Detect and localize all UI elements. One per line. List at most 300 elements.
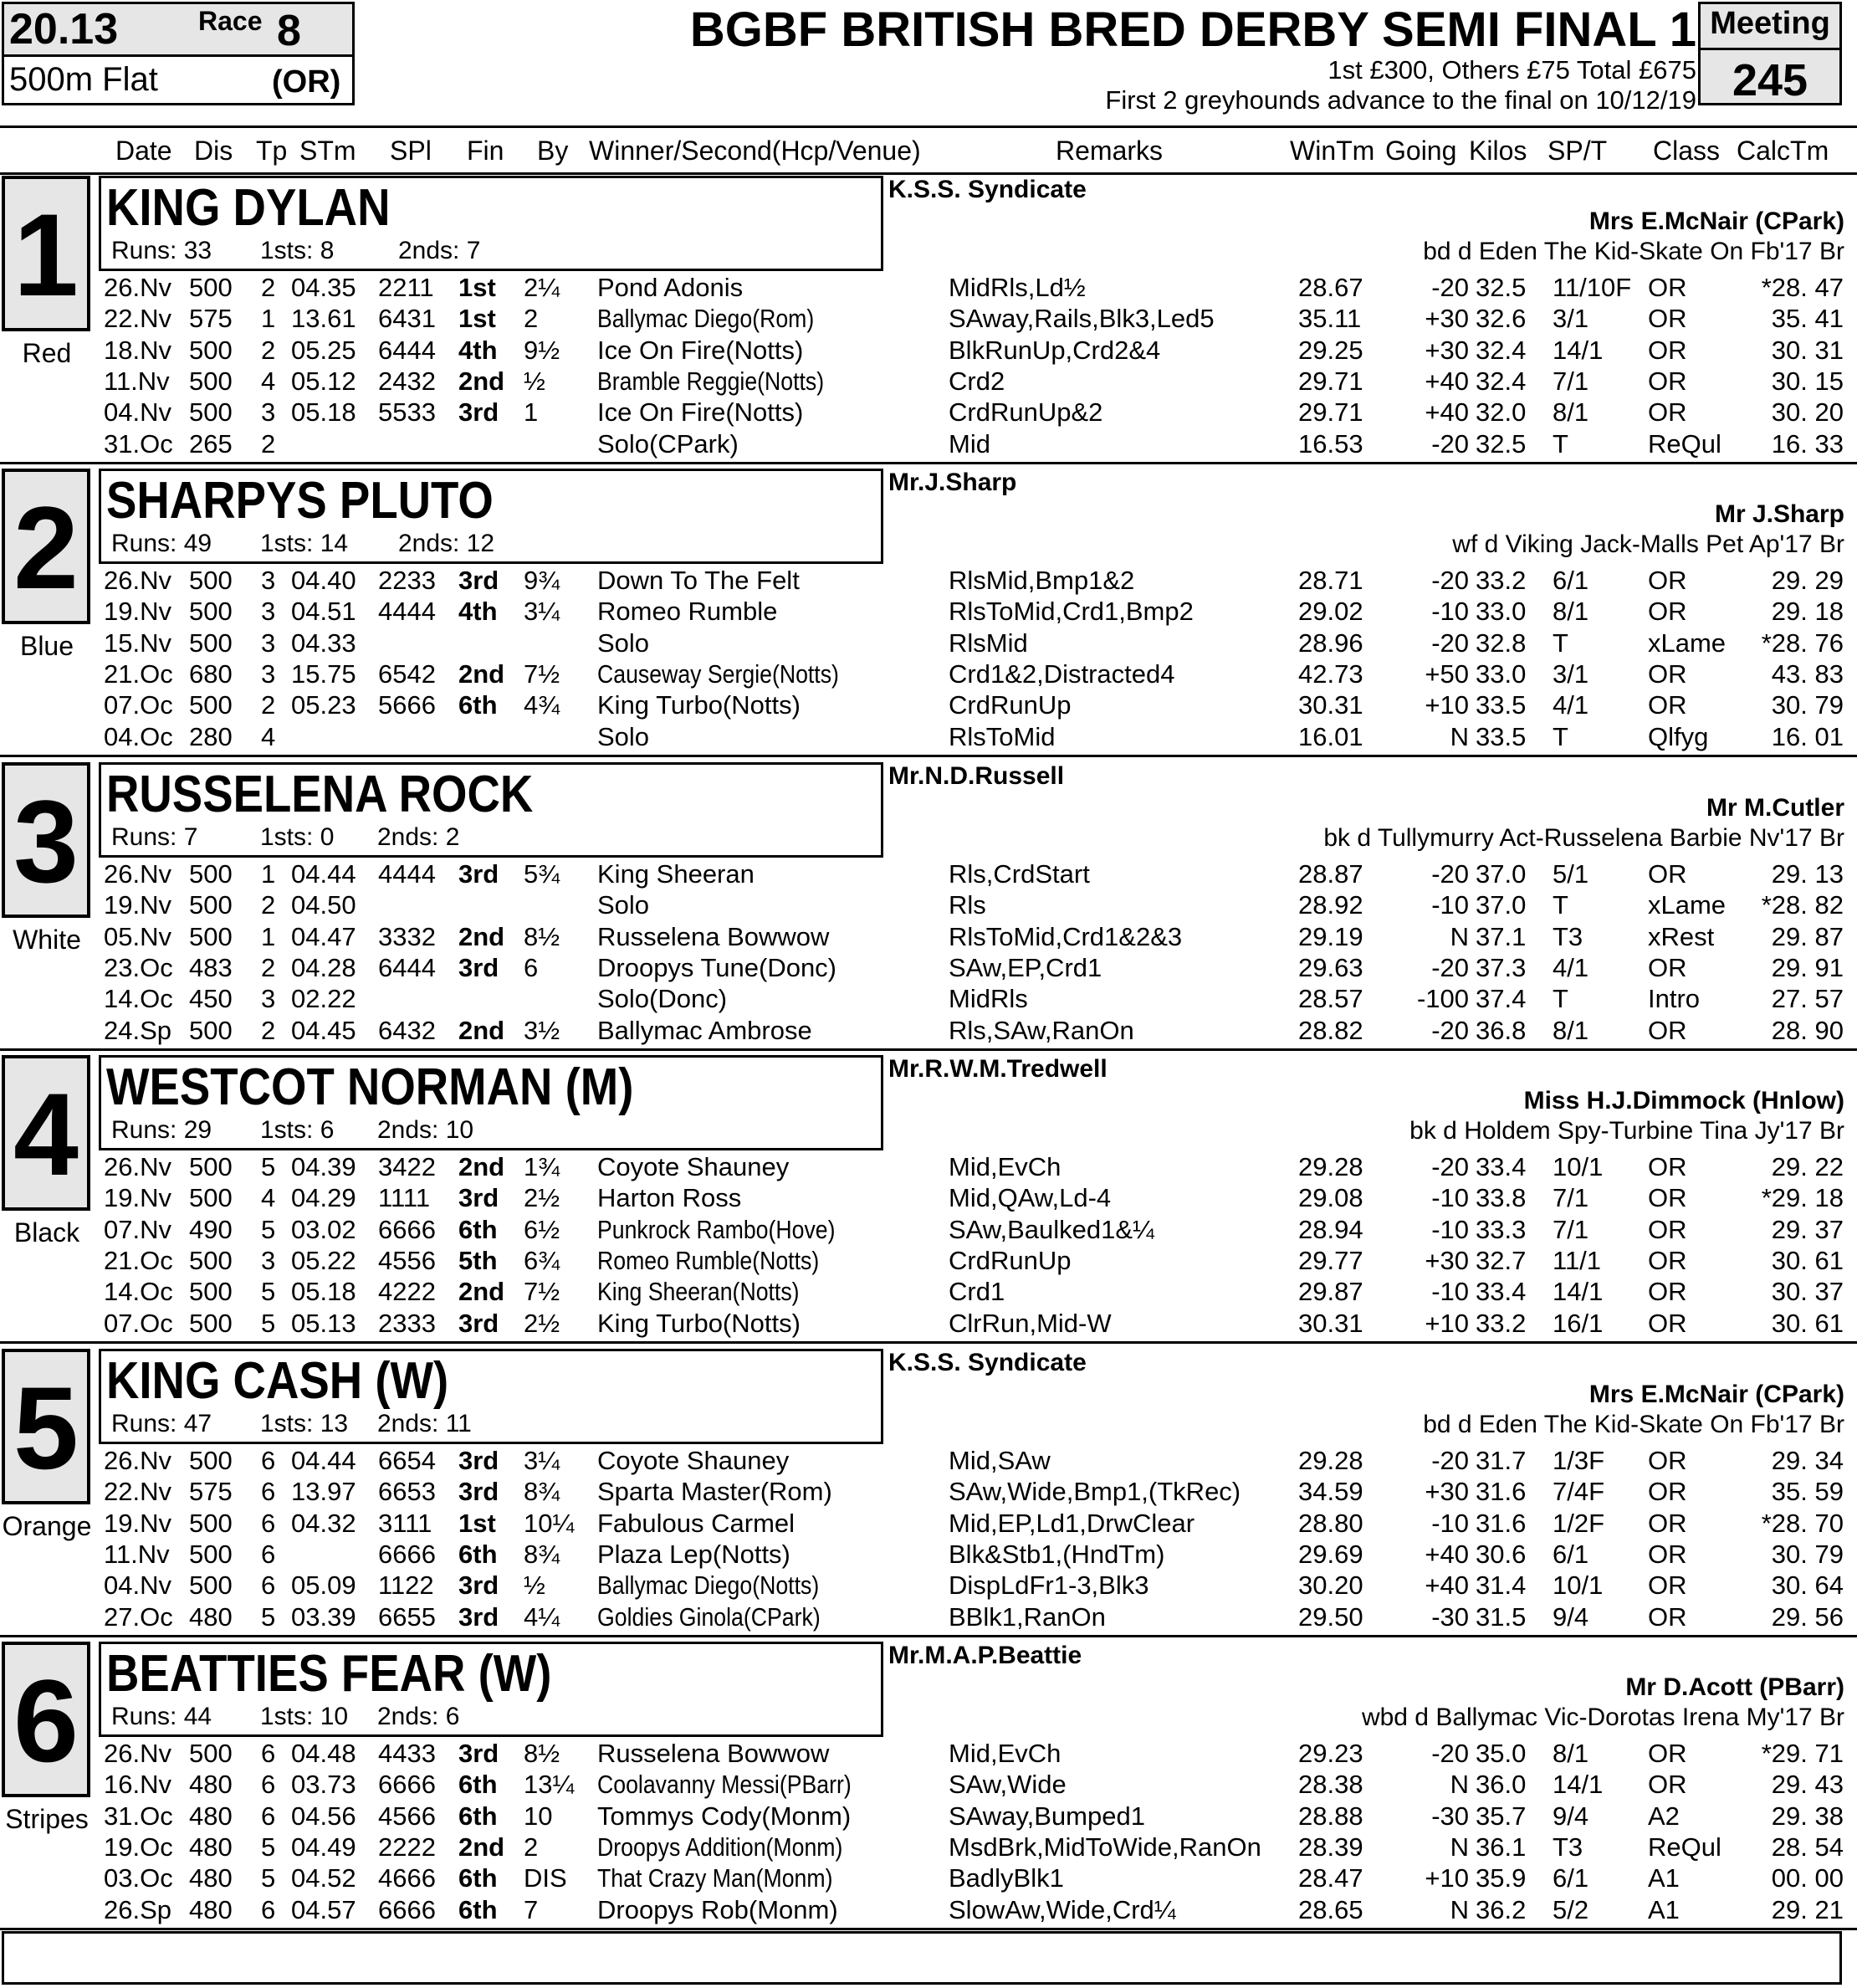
form-trap: 3 [261, 597, 276, 626]
form-sp: 7/1 [1553, 366, 1589, 396]
form-calc-time: *28. 76 [1761, 628, 1844, 658]
form-calc-time: 27. 57 [1771, 984, 1844, 1013]
form-row [0, 1277, 1857, 1308]
form-finish: 3rd [458, 859, 499, 889]
form-class: Qlfyg [1648, 722, 1709, 751]
form-row [0, 566, 1857, 597]
form-win-time: 28.82 [1298, 1016, 1363, 1045]
form-trap: 2 [261, 1016, 276, 1045]
form-date: 04.Nv [104, 1570, 171, 1600]
form-class: OR [1648, 1215, 1687, 1244]
form-date: 26.Nv [104, 1739, 171, 1768]
form-kilos: 32.5 [1476, 429, 1527, 459]
form-calc-time: 29. 91 [1771, 953, 1844, 982]
form-going: -10 [1431, 1215, 1469, 1244]
form-winner: Fabulous Carmel [597, 1509, 795, 1538]
trap-number: 3 [13, 776, 79, 907]
form-going: +10 [1425, 690, 1469, 720]
form-distance: 500 [189, 1309, 233, 1338]
form-row [0, 1446, 1857, 1477]
form-split-time: 05.22 [291, 1246, 356, 1275]
form-sp: 8/1 [1553, 597, 1589, 626]
form-calc-time: 29. 18 [1771, 597, 1844, 626]
form-distance: 680 [189, 659, 233, 689]
form-win-time: 28.71 [1298, 566, 1363, 595]
form-sectionals: 6654 [378, 1446, 436, 1475]
form-remarks: Rls,CrdStart [949, 859, 1090, 889]
form-sp: 3/1 [1553, 659, 1589, 689]
form-kilos: 33.5 [1476, 690, 1527, 720]
form-row [0, 1832, 1857, 1863]
form-split-time: 04.57 [291, 1895, 356, 1924]
form-going: -100 [1416, 984, 1469, 1013]
form-distance: 500 [189, 1570, 233, 1600]
form-going: -10 [1431, 597, 1469, 626]
form-date: 16.Nv [104, 1770, 171, 1799]
form-winner: Sparta Master(Rom) [597, 1477, 832, 1506]
runner-breeding: wbd d Ballymac Vic-Dorotas Irena My'17 Br [1361, 1704, 1844, 1731]
form-kilos: 33.2 [1476, 566, 1527, 595]
form-split-time: 04.45 [291, 1016, 356, 1045]
form-by: 4¾ [524, 690, 560, 720]
form-by: 3¼ [524, 1446, 560, 1475]
form-win-time: 29.71 [1298, 366, 1363, 396]
form-finish: 3rd [458, 566, 499, 595]
form-sectionals: 6666 [378, 1540, 436, 1569]
form-calc-time: 30. 79 [1771, 1540, 1844, 1569]
form-date: 19.Nv [104, 597, 171, 626]
form-class: OR [1648, 690, 1687, 720]
column-header: Date [115, 136, 172, 166]
form-class: OR [1648, 366, 1687, 396]
form-trap: 3 [261, 628, 276, 658]
form-finish: 3rd [458, 1309, 499, 1338]
column-header: Winner/Second(Hcp/Venue) [589, 136, 921, 166]
form-date: 14.Oc [104, 1277, 173, 1306]
form-calc-time: 16. 33 [1771, 429, 1844, 459]
form-remarks: CrdRunUp [949, 1246, 1072, 1275]
form-distance: 480 [189, 1602, 233, 1632]
form-by: 3¼ [524, 597, 560, 626]
form-remarks: Mid,QAw,Ld-4 [949, 1183, 1112, 1212]
form-class: OR [1648, 1246, 1687, 1275]
form-by: 10 [524, 1801, 553, 1831]
form-class: OR [1648, 397, 1687, 427]
form-win-time: 28.47 [1298, 1863, 1363, 1893]
form-kilos: 31.6 [1476, 1477, 1527, 1506]
form-kilos: 33.2 [1476, 1309, 1527, 1338]
form-finish: 2nd [458, 1152, 505, 1181]
form-sectionals: 6653 [378, 1477, 436, 1506]
form-row [0, 304, 1857, 335]
meeting-divider [1701, 48, 1839, 50]
race-note: First 2 greyhounds advance to the final on 10/12/19 [1105, 85, 1696, 115]
form-win-time: 34.59 [1298, 1477, 1363, 1506]
trap-number: 2 [13, 482, 79, 613]
form-win-time: 29.71 [1298, 397, 1363, 427]
form-by: 6¾ [524, 1246, 560, 1275]
form-sectionals: 5666 [378, 690, 436, 720]
form-by: ½ [524, 366, 545, 396]
form-by: 7½ [524, 659, 560, 689]
runner-seconds: 2nds: 10 [377, 1116, 474, 1144]
form-sp: T [1553, 722, 1568, 751]
form-going: -10 [1431, 1277, 1469, 1306]
form-by: 5¾ [524, 859, 560, 889]
form-going: -20 [1431, 429, 1469, 459]
form-class: xRest [1648, 922, 1715, 951]
form-sp: 11/1 [1553, 1246, 1602, 1275]
form-going: +40 [1425, 1570, 1469, 1600]
form-sectionals: 4444 [378, 859, 436, 889]
form-going: +30 [1425, 1477, 1469, 1506]
form-sp: 3/1 [1553, 304, 1589, 333]
form-kilos: 32.4 [1476, 366, 1527, 396]
form-remarks: Mid,EP,Ld1,DrwClear [949, 1509, 1195, 1538]
form-remarks: BBlk1,RanOn [949, 1602, 1106, 1632]
header-rule [0, 126, 1857, 128]
form-win-time: 30.31 [1298, 1309, 1363, 1338]
form-winner: Ballymac Diego(Rom) [597, 304, 815, 333]
form-remarks: CrdRunUp [949, 690, 1072, 720]
form-sectionals: 2333 [378, 1309, 436, 1338]
form-winner: Solo [597, 628, 650, 658]
column-header: Going [1385, 136, 1457, 166]
runner-firsts: 1sts: 14 [260, 530, 349, 557]
column-header: SP/T [1548, 136, 1608, 166]
runner-runs: Runs: 7 [111, 823, 198, 851]
runner-trainer: Mr M.Cutler [1706, 794, 1844, 822]
form-going: +40 [1425, 366, 1469, 396]
column-header: SPl [390, 136, 432, 166]
runner-runs: Runs: 33 [111, 237, 212, 264]
form-class: OR [1648, 1570, 1687, 1600]
form-finish: 1st [458, 304, 496, 333]
form-calc-time: 30. 20 [1771, 397, 1844, 427]
form-class: OR [1648, 1540, 1687, 1569]
form-remarks: BlkRunUp,Crd2&4 [949, 336, 1161, 365]
form-going: -20 [1431, 1446, 1469, 1475]
form-split-time: 13.61 [291, 304, 356, 333]
form-sp: T3 [1553, 922, 1583, 951]
trap-number: 5 [13, 1362, 79, 1494]
form-win-time: 29.28 [1298, 1152, 1363, 1181]
form-calc-time: 30. 61 [1771, 1246, 1844, 1275]
form-calc-time: 30. 15 [1771, 366, 1844, 396]
form-finish: 6th [458, 1863, 498, 1893]
form-win-time: 30.20 [1298, 1570, 1363, 1600]
form-winner: Russelena Bowwow [597, 1739, 830, 1768]
form-sectionals: 3111 [378, 1509, 432, 1538]
form-class: OR [1648, 1183, 1687, 1212]
form-win-time: 16.01 [1298, 722, 1363, 751]
form-sectionals: 4556 [378, 1246, 436, 1275]
form-win-time: 28.57 [1298, 984, 1363, 1013]
form-row [0, 1152, 1857, 1183]
form-winner: Pond Adonis [597, 273, 744, 302]
form-row [0, 1863, 1857, 1894]
runner-trainer: Mrs E.McNair (CPark) [1588, 208, 1844, 235]
form-sectionals: 4566 [378, 1801, 436, 1831]
form-win-time: 29.02 [1298, 597, 1363, 626]
trap-colour: Stripes [5, 1804, 89, 1834]
form-win-time: 28.88 [1298, 1801, 1363, 1831]
form-trap: 5 [261, 1277, 276, 1306]
form-trap: 5 [261, 1832, 276, 1862]
form-win-time: 29.87 [1298, 1277, 1363, 1306]
form-date: 15.Nv [104, 628, 171, 658]
column-header-rule [0, 172, 1857, 175]
form-finish: 2nd [458, 1832, 505, 1862]
form-distance: 500 [189, 1509, 233, 1538]
form-remarks: SAw,Baulked1&¼ [949, 1215, 1154, 1244]
form-date: 27.Oc [104, 1602, 173, 1632]
form-trap: 6 [261, 1895, 276, 1924]
form-kilos: 32.5 [1476, 273, 1527, 302]
form-sp: 8/1 [1553, 397, 1589, 427]
form-winner: Russelena Bowwow [597, 922, 830, 951]
form-finish: 2nd [458, 659, 505, 689]
runner-trainer: Miss H.J.Dimmock (Hnlow) [1523, 1087, 1844, 1114]
form-date: 19.Nv [104, 1183, 171, 1212]
form-kilos: 31.6 [1476, 1509, 1527, 1538]
race-label: Race [198, 6, 263, 36]
form-split-time: 04.39 [291, 1152, 356, 1181]
form-winner: Ice On Fire(Notts) [597, 336, 804, 365]
form-trap: 1 [261, 304, 276, 333]
form-kilos: 37.0 [1476, 890, 1527, 920]
form-row [0, 922, 1857, 953]
form-distance: 500 [189, 1016, 233, 1045]
form-finish: 2nd [458, 366, 505, 396]
form-distance: 483 [189, 953, 233, 982]
form-trap: 2 [261, 336, 276, 365]
form-sp: 14/1 [1553, 336, 1604, 365]
form-distance: 500 [189, 859, 233, 889]
form-distance: 480 [189, 1770, 233, 1799]
form-distance: 500 [189, 922, 233, 951]
form-by: 3½ [524, 1016, 560, 1045]
form-finish: 6th [458, 1540, 498, 1569]
form-kilos: 36.1 [1476, 1832, 1527, 1862]
runner-seconds: 2nds: 6 [377, 1703, 460, 1730]
form-row [0, 1183, 1857, 1214]
trap-colour: Black [13, 1217, 80, 1248]
form-kilos: 31.7 [1476, 1446, 1527, 1475]
form-date: 19.Oc [104, 1832, 173, 1862]
form-class: A1 [1648, 1895, 1680, 1924]
trap-colour: Blue [19, 631, 74, 661]
form-date: 03.Oc [104, 1863, 173, 1893]
form-date: 24.Sp [104, 1016, 172, 1045]
form-winner: Ballymac Diego(Notts) [597, 1570, 820, 1600]
form-winner: Bramble Reggie(Notts) [597, 366, 825, 396]
form-row [0, 1739, 1857, 1770]
form-row [0, 1770, 1857, 1801]
runner-name-box [99, 176, 883, 271]
form-by: 2¼ [524, 273, 560, 302]
form-win-time: 29.08 [1298, 1183, 1363, 1212]
form-distance: 500 [189, 690, 233, 720]
form-sp: T [1553, 628, 1568, 658]
race-grade: (OR) [272, 64, 341, 100]
form-by: 8½ [524, 1739, 560, 1768]
form-by: 6 [524, 953, 539, 982]
form-distance: 280 [189, 722, 233, 751]
form-calc-time: 30. 61 [1771, 1309, 1844, 1338]
column-header: Kilos [1469, 136, 1527, 166]
runner-owner: K.S.S. Syndicate [888, 1349, 1087, 1376]
trap-number: 6 [13, 1655, 79, 1786]
form-trap: 4 [261, 366, 276, 396]
form-distance: 265 [189, 429, 233, 459]
runner-trainer: Mr J.Sharp [1714, 500, 1844, 528]
form-winner: Droopys Addition(Monm) [597, 1832, 843, 1862]
runner-name: KING CASH (W) [106, 1352, 449, 1410]
form-trap: 2 [261, 690, 276, 720]
form-remarks: BadlyBlk1 [949, 1863, 1064, 1893]
form-kilos: 35.7 [1476, 1801, 1527, 1831]
form-by: 2½ [524, 1309, 560, 1338]
form-split-time: 04.52 [291, 1863, 356, 1893]
form-remarks: MsdBrk,MidToWide,RanOn [949, 1832, 1261, 1862]
form-date: 18.Nv [104, 336, 171, 365]
form-split-time: 04.40 [291, 566, 356, 595]
form-date: 26.Nv [104, 859, 171, 889]
form-row [0, 1309, 1857, 1340]
runner-seconds: 2nds: 2 [377, 823, 460, 851]
form-calc-time: *28. 70 [1761, 1509, 1844, 1538]
trap-colour: Red [22, 338, 72, 368]
runner-owner: Mr.R.W.M.Tredwell [888, 1055, 1108, 1083]
form-finish: 6th [458, 1895, 498, 1924]
form-distance: 500 [189, 1446, 233, 1475]
form-date: 05.Nv [104, 922, 171, 951]
form-kilos: 37.4 [1476, 984, 1527, 1013]
form-sectionals: 2222 [378, 1832, 436, 1862]
form-split-time: 04.28 [291, 953, 356, 982]
runner-owner: Mr.N.D.Russell [888, 762, 1065, 790]
runner-runs: Runs: 49 [111, 530, 212, 557]
form-row [0, 984, 1857, 1015]
form-by: 4¼ [524, 1602, 560, 1632]
form-sp: 8/1 [1553, 1739, 1589, 1768]
form-split-time: 04.50 [291, 890, 356, 920]
form-row [0, 1570, 1857, 1601]
form-row [0, 1801, 1857, 1832]
runner-separator [0, 1928, 1857, 1930]
form-winner: Plaza Lep(Notts) [597, 1540, 790, 1569]
runner-breeding: bd d Eden The Kid-Skate On Fb'17 Br [1423, 238, 1844, 265]
form-trap: 5 [261, 1602, 276, 1632]
form-finish: 2nd [458, 922, 505, 951]
form-class: OR [1648, 659, 1687, 689]
form-kilos: 35.9 [1476, 1863, 1527, 1893]
form-row [0, 273, 1857, 304]
form-calc-time: 16. 01 [1771, 722, 1844, 751]
runner-breeding: bk d Tullymurry Act-Russelena Barbie Nv'17 Br [1323, 824, 1844, 852]
form-winner: Down To The Felt [597, 566, 800, 595]
form-winner: Solo [597, 722, 650, 751]
form-distance: 500 [189, 597, 233, 626]
form-trap: 3 [261, 397, 276, 427]
form-remarks: Crd1&2,Distracted4 [949, 659, 1175, 689]
form-going: +40 [1425, 397, 1469, 427]
form-kilos: 37.0 [1476, 859, 1527, 889]
form-date: 26.Nv [104, 1152, 171, 1181]
form-split-time: 05.18 [291, 1277, 356, 1306]
form-by: 2½ [524, 1183, 560, 1212]
form-distance: 500 [189, 1246, 233, 1275]
form-class: xLame [1648, 890, 1727, 920]
form-sp: 10/1 [1553, 1152, 1604, 1181]
form-winner: Causeway Sergie(Notts) [597, 659, 839, 689]
form-sectionals: 6444 [378, 336, 436, 365]
race-info-box [2, 2, 355, 105]
form-winner: Coolavanny Messi(PBarr) [597, 1770, 852, 1799]
form-sectionals: 2233 [378, 566, 436, 595]
form-calc-time: 30. 31 [1771, 336, 1844, 365]
form-going: -20 [1431, 628, 1469, 658]
form-trap: 3 [261, 659, 276, 689]
form-going: +10 [1425, 1863, 1469, 1893]
form-sectionals: 3422 [378, 1152, 436, 1181]
form-calc-time: 35. 41 [1771, 304, 1844, 333]
runner-separator [0, 1635, 1857, 1637]
form-date: 07.Nv [104, 1215, 171, 1244]
form-calc-time: 29. 22 [1771, 1152, 1844, 1181]
form-sectionals: 3332 [378, 922, 436, 951]
form-win-time: 29.23 [1298, 1739, 1363, 1768]
form-sp: 4/1 [1553, 953, 1589, 982]
form-trap: 3 [261, 1246, 276, 1275]
form-remarks: ClrRun,Mid-W [949, 1309, 1112, 1338]
runner-seconds: 2nds: 7 [398, 237, 481, 264]
form-remarks: MidRls [949, 984, 1028, 1013]
form-sp: T [1553, 984, 1568, 1013]
form-kilos: 31.4 [1476, 1570, 1527, 1600]
form-finish: 3rd [458, 1477, 499, 1506]
form-by: 10¼ [524, 1509, 575, 1538]
form-split-time: 04.32 [291, 1509, 356, 1538]
runner-firsts: 1sts: 13 [260, 1410, 349, 1437]
trap-colour: Orange [2, 1511, 92, 1541]
form-kilos: 35.0 [1476, 1739, 1527, 1768]
form-class: ReQul [1648, 429, 1721, 459]
form-kilos: 30.6 [1476, 1540, 1527, 1569]
form-by: 8¾ [524, 1540, 560, 1569]
form-winner: Coyote Shauney [597, 1446, 790, 1475]
form-sectionals: 1122 [378, 1570, 434, 1600]
form-finish: 1st [458, 273, 496, 302]
runner-separator [0, 462, 1857, 464]
form-kilos: 36.0 [1476, 1770, 1527, 1799]
form-going: -10 [1431, 1183, 1469, 1212]
form-sp: 7/1 [1553, 1215, 1589, 1244]
form-class: ReQul [1648, 1832, 1721, 1862]
form-date: 31.Oc [104, 1801, 173, 1831]
form-split-time: 04.44 [291, 1446, 356, 1475]
runner-seconds: 2nds: 12 [398, 530, 495, 557]
form-calc-time: 29. 87 [1771, 922, 1844, 951]
form-sp: 16/1 [1553, 1309, 1604, 1338]
form-sectionals: 5533 [378, 397, 436, 427]
form-distance: 500 [189, 366, 233, 396]
form-date: 04.Nv [104, 397, 171, 427]
form-trap: 5 [261, 1152, 276, 1181]
form-kilos: 33.0 [1476, 597, 1527, 626]
form-split-time: 04.33 [291, 628, 356, 658]
